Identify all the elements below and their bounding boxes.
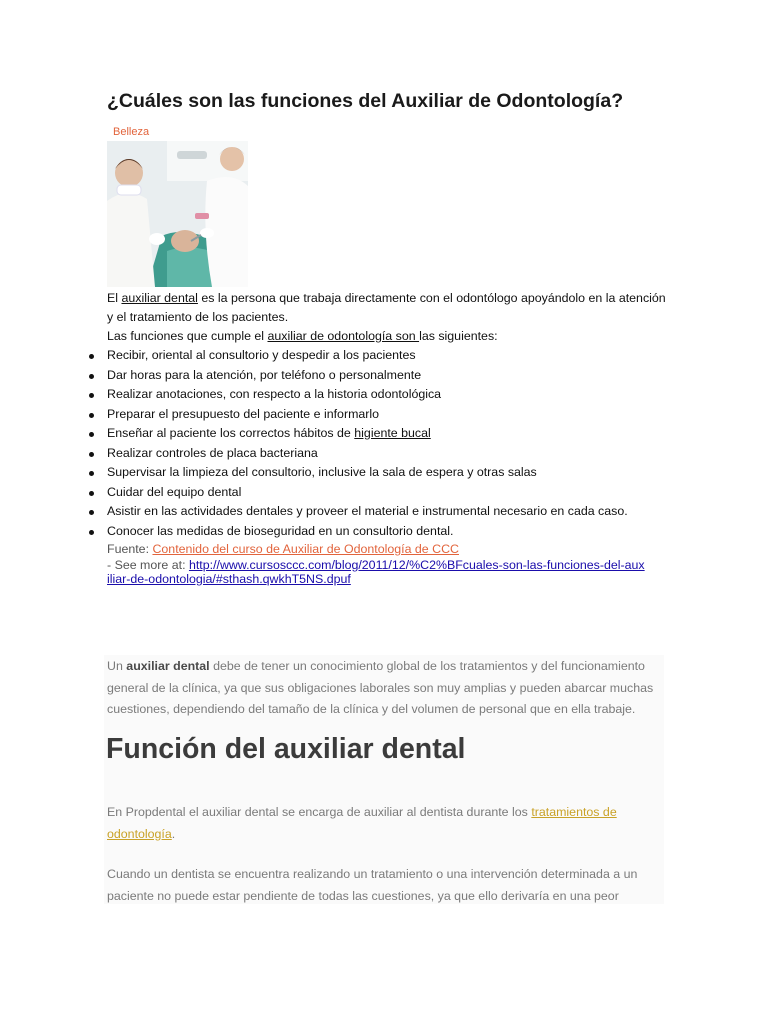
see-more-line [107, 558, 647, 586]
auxiliar-odontologia-link[interactable]: auxiliar de odontología son [267, 329, 420, 343]
source-label: Fuente: [107, 542, 153, 556]
intro-paragraph [107, 289, 667, 327]
source-line [107, 542, 459, 556]
list-item: Conocer las medidas de bioseguridad en un consultorio dental. [107, 522, 628, 542]
article-title: ¿Cuáles son las funciones del Auxiliar de Odontología? [107, 90, 624, 112]
higiene-bucal-link[interactable]: higiente bucal [354, 426, 431, 440]
functions-list [107, 346, 628, 541]
excerpt-paragraph-1 [107, 656, 663, 721]
intro-prefix: El [107, 291, 122, 305]
excerpt-p1-suffix: debe de tener un conocimiento global de los tratamientos y del funcionamiento general de la clínica, ya que sus obligaciones laborales son muy amplias y pueden abarcar muchas cuestiones, dependiendo del tamaño de la clínica y del volumen de personal que en ella trabaje. [107, 659, 654, 716]
auxiliar-dental-link[interactable]: auxiliar dental [121, 291, 198, 305]
category-link[interactable]: Belleza [113, 126, 150, 138]
list-item: Asistir en las actividades dentales y proveer el material e instrumental necesario en cada caso. [107, 502, 628, 522]
excerpt-paragraph-2 [107, 802, 663, 845]
dental-photo-illustration [107, 141, 248, 287]
functions-intro-prefix: Las funciones que cumple el [107, 329, 268, 343]
list-item: Recibir, oriental al consultorio y despedir a los pacientes [107, 346, 628, 366]
list-item: Dar horas para la atención, por teléfono o personalmente [107, 366, 628, 386]
list-item: Realizar anotaciones, con respecto a la historia odontológica [107, 385, 628, 405]
list-item: Cuidar del equipo dental [107, 483, 628, 503]
excerpt-p2-suffix: . [171, 826, 176, 841]
article-excerpt-panel [104, 655, 664, 904]
excerpt-p2-prefix: En Propdental el auxiliar dental se encarga de auxiliar al dentista durante los [107, 805, 532, 819]
see-more-label: - See more at: [107, 558, 189, 572]
source-link[interactable]: Contenido del curso de Auxiliar de Odontología de CCC [152, 542, 459, 556]
dental-clinic-photo [107, 141, 248, 287]
list-item: Preparar el presupuesto del paciente e informarlo [107, 405, 628, 425]
see-more-url-link[interactable]: http://www.cursosccc.com/blog/2011/12/%C2%BFcuales-son-las-funciones-del-auxiliar-de-odontologia/#sthash.qwkhT5NS.dpuf [107, 558, 645, 586]
tratamientos-link[interactable]: tratamientos de odontología [107, 805, 617, 841]
excerpt-p1-bold: auxiliar dental [126, 659, 210, 673]
intro-suffix: es la persona que trabaja directamente con el odontólogo apoyándolo en la atención y el tratamiento de los pacientes. [107, 291, 666, 324]
list-item: Supervisar la limpieza del consultorio, inclusive la sala de espera y otras salas [107, 463, 628, 483]
excerpt-p1-prefix: Un [107, 659, 127, 673]
list-item [107, 424, 628, 444]
functions-intro-suffix: las siguientes: [419, 329, 498, 343]
functions-intro [107, 327, 667, 346]
section-heading: Función del auxiliar dental [106, 733, 466, 765]
list-item: Realizar controles de placa bacteriana [107, 444, 628, 464]
list-item-text: Enseñar al paciente los correctos hábitos de [107, 426, 355, 440]
excerpt-paragraph-3: Cuando un dentista se encuentra realizando un tratamiento o una intervención determinada a un paciente no puede estar pendiente de todas las cuestiones, ya que ello derivaría en una peor [107, 867, 638, 903]
